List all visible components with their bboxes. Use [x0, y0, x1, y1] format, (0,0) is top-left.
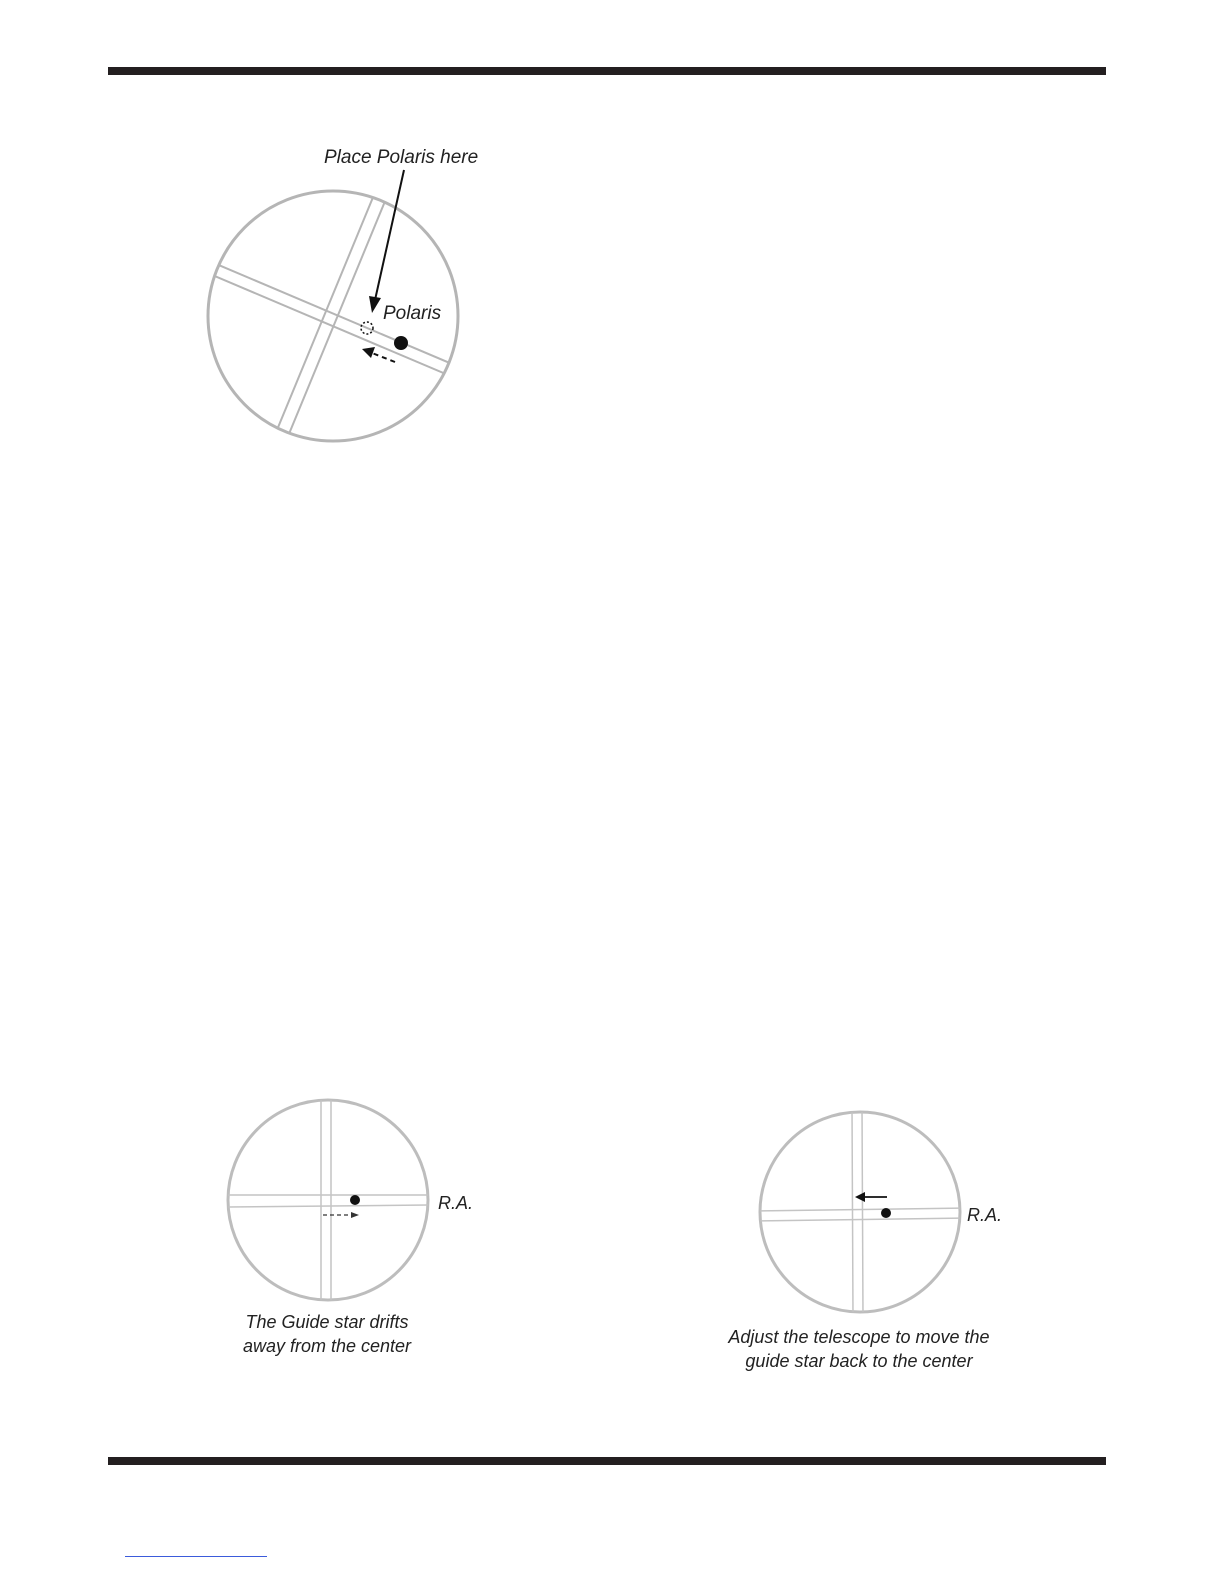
- callout-arrowhead-icon: [369, 296, 381, 313]
- adjust-reticle-horizontal-2: [754, 1218, 966, 1221]
- guide-adjust-figure: [727, 1106, 1002, 1371]
- reticle-line-diagonal-b2: [284, 194, 388, 446]
- place-polaris-callout-label: Place Polaris here: [324, 147, 479, 168]
- reticle-line-diagonal-b1: [272, 190, 376, 442]
- drift-ra-label: R.A.: [438, 1193, 474, 1213]
- guide-drift-figure: [222, 1094, 473, 1356]
- drift-arrowhead-icon: [351, 1212, 359, 1218]
- adjust-field-circle: [760, 1112, 960, 1312]
- bottom-rule: [108, 1457, 1106, 1465]
- drift-guide-star-dot: [350, 1195, 360, 1205]
- adjust-arrowhead-icon: [855, 1192, 865, 1202]
- reticle-line-diagonal-a2: [184, 263, 474, 386]
- polar-scope-figure: [184, 147, 478, 446]
- adjust-caption-line-2: guide star back to the center: [745, 1351, 973, 1371]
- adjust-caption-line-1: Adjust the telescope to move the: [728, 1327, 990, 1347]
- movement-arrowhead-icon: [362, 347, 375, 358]
- drift-field-circle: [228, 1100, 428, 1300]
- footer-link-underline[interactable]: [125, 1556, 267, 1557]
- adjust-reticle-horizontal-1: [754, 1208, 966, 1211]
- movement-dashed-arrow-line: [372, 353, 395, 362]
- polaris-star-dot: [394, 336, 408, 350]
- drift-reticle-horizontal-2: [222, 1205, 434, 1207]
- drift-caption-line-1: The Guide star drifts: [245, 1312, 409, 1332]
- polaris-star-label: Polaris: [383, 303, 442, 324]
- drift-caption-line-2: away from the center: [242, 1336, 412, 1356]
- adjust-ra-label: R.A.: [967, 1205, 1003, 1225]
- adjust-reticle-vertical-2: [862, 1106, 863, 1318]
- callout-arrow-line: [375, 170, 404, 300]
- adjust-guide-star-dot: [881, 1208, 891, 1218]
- adjust-reticle-vertical-1: [852, 1106, 853, 1318]
